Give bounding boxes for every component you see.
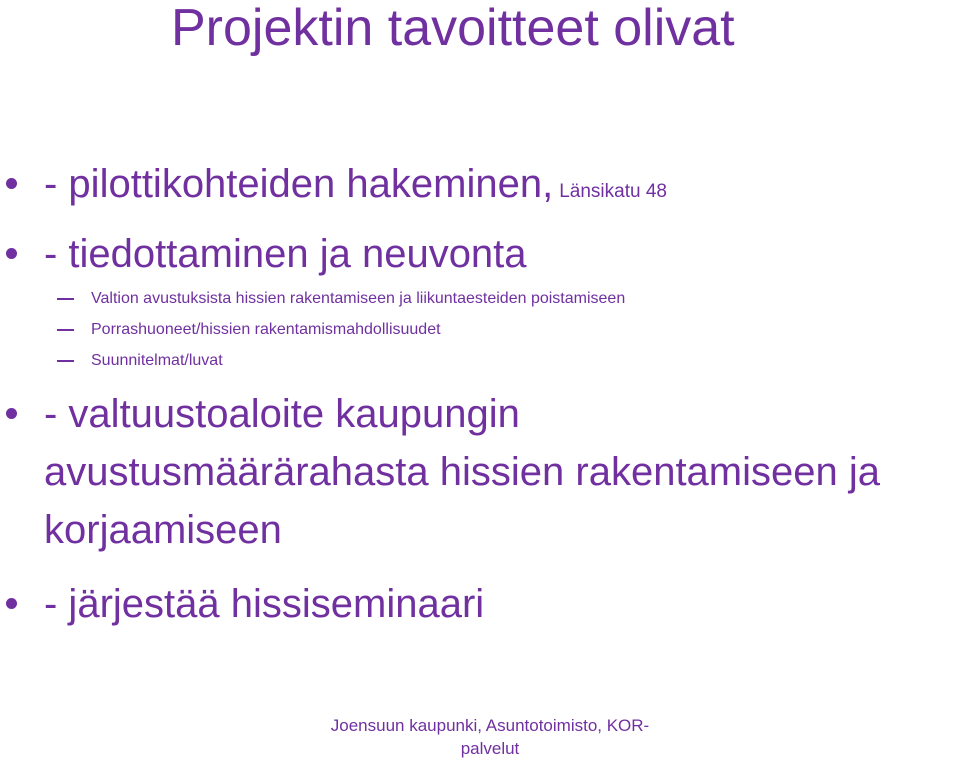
bullet-text: - tiedottaminen ja neuvonta	[44, 232, 527, 276]
sub-item-text: Valtion avustuksista hissien rakentamiseen ja liikuntaesteiden poistamiseen	[91, 290, 626, 307]
footer-line-1: Joensuun kaupunki, Asuntotoimisto, KOR-	[330, 716, 650, 735]
sub-item-3	[0, 346, 960, 376]
bullet-text: - järjestää hissiseminaari	[44, 582, 485, 626]
dash-icon	[57, 298, 74, 300]
dash-icon	[57, 329, 74, 331]
footer-line-2: palvelut	[460, 739, 520, 758]
slide-title: Projektin tavoitteet olivat	[171, 0, 735, 57]
bullet-main-text: - pilottikohteiden hakeminen,	[44, 162, 554, 206]
bullet-dot-icon	[6, 248, 17, 259]
bullet-item-3	[0, 385, 960, 559]
bullet-dot-icon	[6, 178, 17, 189]
bullet-text-line-2: avustusmäärärahasta hissien rakentamiseen ja	[44, 450, 880, 494]
sub-item-text: Porrashuoneet/hissien rakentamismahdollisuudet	[91, 321, 441, 338]
bullet-item-1	[0, 155, 960, 213]
bullet-item-4	[0, 575, 960, 633]
sub-item-2	[0, 315, 960, 345]
dash-icon	[57, 360, 74, 362]
bullet-dot-icon	[6, 598, 17, 609]
bullet-address-note: Länsikatu 48	[559, 181, 667, 202]
sub-item-text: Suunnitelmat/luvat	[91, 352, 223, 369]
bullet-dot-icon	[6, 408, 17, 419]
slide-footer	[300, 714, 680, 760]
sub-item-1	[0, 284, 960, 314]
bullet-text-line-3: korjaamiseen	[44, 508, 282, 552]
bullet-text	[44, 155, 667, 221]
bullet-item-2	[0, 225, 960, 283]
bullet-text-line-1: - valtuustoaloite kaupungin	[44, 392, 520, 436]
